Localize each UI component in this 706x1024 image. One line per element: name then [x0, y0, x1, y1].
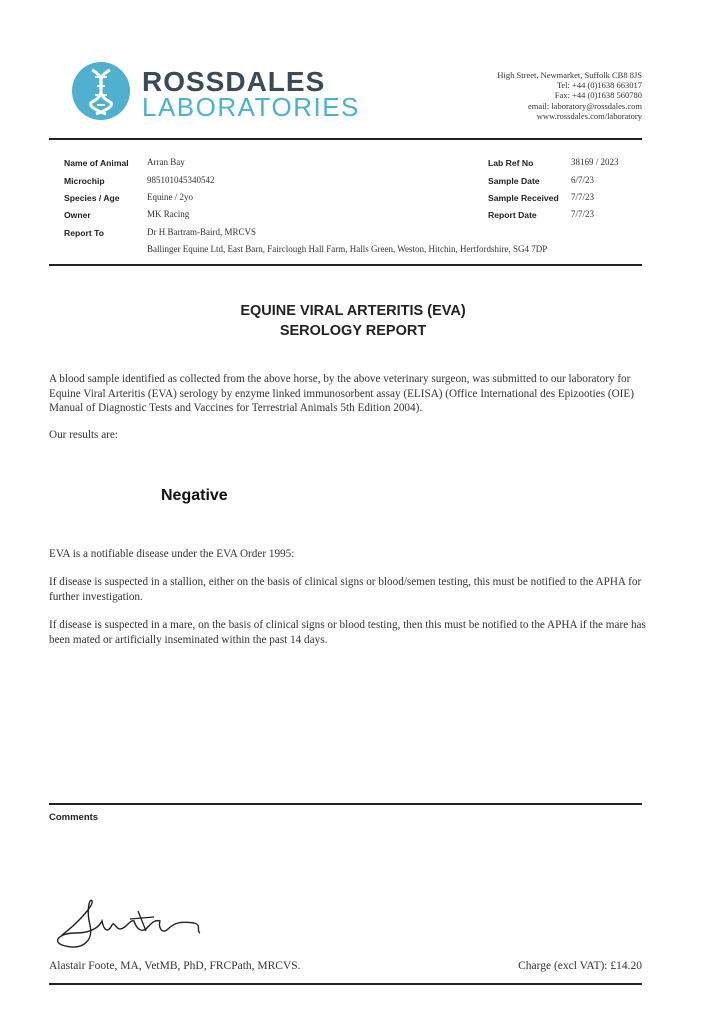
report-to-label: Report To [64, 228, 104, 238]
company-logo [72, 62, 362, 122]
owner-value: MK Racing [147, 209, 190, 219]
dna-logo-icon [72, 62, 130, 120]
name-label: Name of Animal [64, 158, 129, 168]
owner-label: Owner [64, 210, 91, 220]
sample-date-value: 6/7/23 [571, 175, 595, 185]
comments-label: Comments [49, 812, 99, 823]
logo-name-line2: LABORATORIES [142, 92, 360, 122]
handwritten-signature [50, 895, 210, 955]
report-date-label: Report Date [488, 210, 537, 220]
notifiable-paragraph: EVA is a notifiable disease under the EVA Order 1995: [49, 548, 295, 560]
address-website: www.rossdales.com/laboratory [536, 110, 642, 121]
address-line: High Street, Newmarket, Suffolk CB8 8JS [497, 70, 642, 80]
lab-ref-label: Lab Ref No [488, 158, 534, 168]
intro-paragraph: A blood sample identified as collected from the above horse, by the above veterinary surgeon, was submitted to our laboratory for Equine Viral Arteritis (EVA) serology by enzyme linked immunosorbent assay (ELISA) (Office International des Epizooties (OIE) Manual of Diagnostic Tests and Vaccines for Terrestrial Animals 5th Edition 2004). [49, 373, 634, 415]
signatory-name: Alastair Foote, MA, VetMB, PhD, FRCPath, MRCVS. [49, 960, 301, 972]
address-email: email: laboratory@rossdales.com [527, 100, 642, 111]
address-fax: Fax: +44 (0)1638 560780 [554, 90, 642, 101]
header-divider [49, 138, 642, 140]
info-divider [49, 264, 642, 266]
report-to-value: Dr H Bartram-Baird, MRCVS [147, 227, 256, 237]
microchip-value: 985101045340542 [147, 175, 215, 185]
species-value: Equine / 2yo [147, 192, 193, 202]
sample-received-label: Sample Received [488, 193, 559, 203]
microchip-label: Microchip [64, 176, 105, 186]
report-title-line2: SEROLOGY REPORT [279, 323, 427, 339]
footer-divider [49, 983, 642, 985]
report-title [0, 301, 706, 341]
stallion-paragraph: If disease is suspected in a stallion, either on the basis of clinical signs or blood/semen testing, this must be notified to the APHA for further investigation. [49, 576, 642, 603]
test-result: Negative [161, 487, 228, 504]
report-date-value: 7/7/23 [571, 209, 595, 219]
lab-ref-value: 38169 / 2023 [571, 157, 619, 167]
comments-divider [49, 803, 642, 805]
charge-amount: Charge (excl VAT): £14.20 [518, 960, 642, 972]
mare-paragraph: If disease is suspected in a mare, on the basis of clinical signs or blood testing, then this must be notified to the APHA if the mare has been mated or artificially inseminated within the past 14 days. [49, 619, 646, 646]
logo-name-line1: ROSSDALES [142, 66, 326, 97]
report-title-line1: EQUINE VIRAL ARTERITIS (EVA) [240, 303, 466, 319]
company-address [422, 70, 642, 121]
results-intro: Our results are: [49, 429, 118, 441]
address-tel: Tel: +44 (0)1638 663017 [556, 80, 642, 91]
sample-received-value: 7/7/23 [571, 192, 595, 202]
species-label: Species / Age [64, 193, 120, 203]
report-to-address: Ballinger Equine Ltd, East Barn, Fairclough Hall Farm, Halls Green, Weston, Hitchin, Hertfordshire, SG4 7DP [147, 244, 548, 254]
sample-date-label: Sample Date [488, 176, 540, 186]
name-value: Arran Bay [147, 157, 185, 167]
